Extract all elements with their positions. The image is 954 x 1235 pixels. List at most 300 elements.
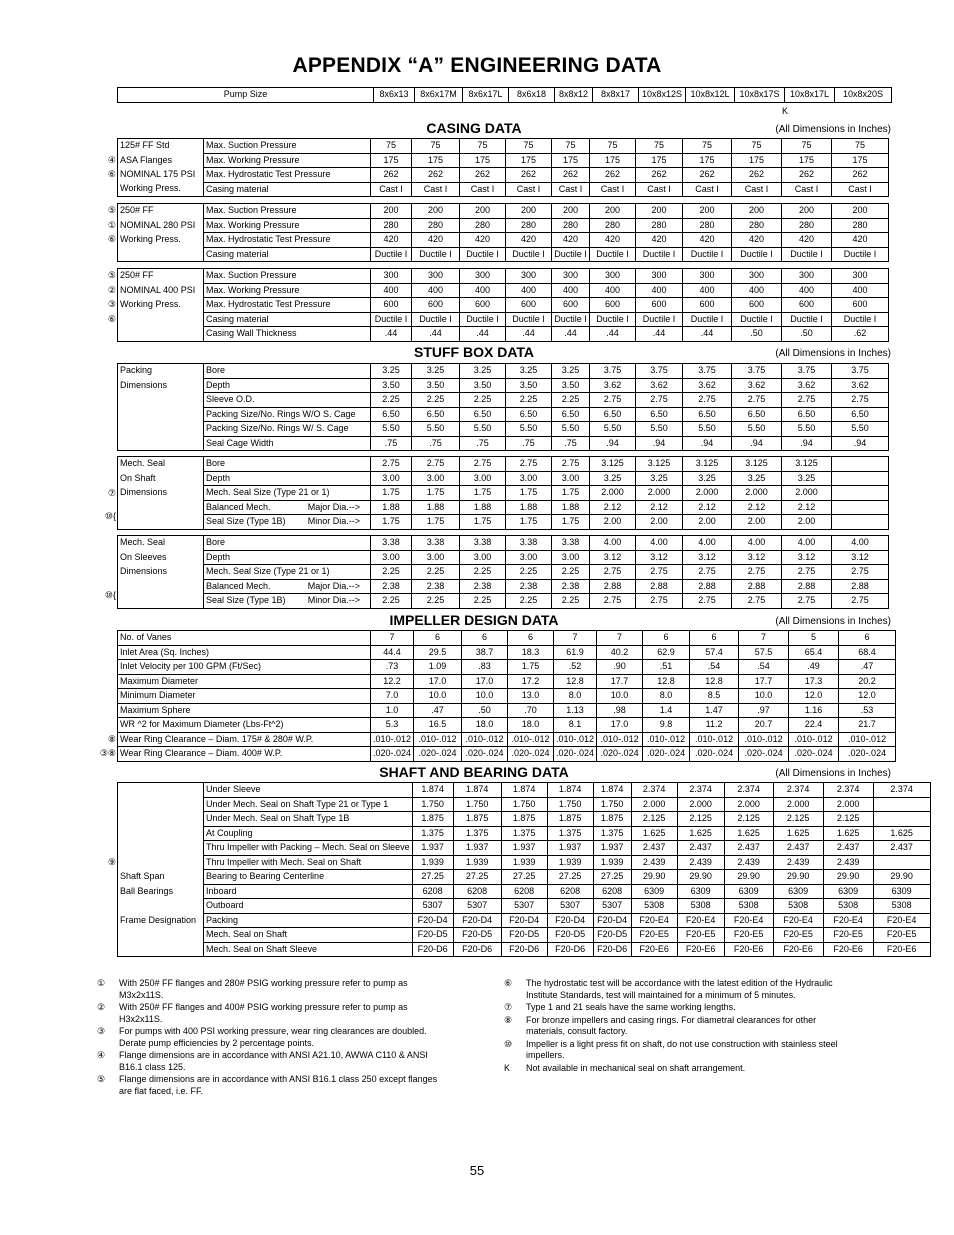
- value-cell: 3.125: [590, 457, 636, 472]
- group-label: [118, 855, 204, 870]
- table-row: [118, 797, 931, 812]
- value-cell: 6.50: [412, 407, 460, 422]
- value-cell: 600: [732, 298, 782, 313]
- row-label: Wear Ring Clearance – Diam. 175# & 280# W.P.: [118, 732, 371, 747]
- shaft-bearing-table: [117, 782, 931, 957]
- value-cell: 6.50: [506, 407, 552, 422]
- value-cell: 300: [636, 269, 683, 284]
- value-cell: .010-.012: [414, 732, 462, 747]
- value-cell: 27.25: [593, 870, 631, 885]
- footnote-marker: K: [504, 1062, 511, 1073]
- value-cell: 2.00: [636, 515, 683, 530]
- value-cell: 2.000: [732, 486, 782, 501]
- value-cell: F20-E4: [631, 913, 677, 928]
- table-row: [118, 855, 931, 870]
- value-cell: 3.50: [506, 378, 552, 393]
- value-cell: 2.88: [683, 579, 732, 594]
- value-cell: 2.000: [724, 797, 773, 812]
- value-cell: 2.439: [823, 855, 873, 870]
- value-cell: .94: [636, 436, 683, 451]
- row-label: Max. Hydrostatic Test Pressure: [204, 233, 371, 248]
- value-cell: 6.50: [732, 407, 782, 422]
- value-cell: 1.937: [412, 841, 453, 856]
- value-cell: F20-D5: [501, 928, 547, 943]
- pump-size-header: [117, 87, 892, 103]
- value-cell: 600: [371, 298, 412, 313]
- footnote-ref: ③: [107, 299, 116, 309]
- value-cell: 2.000: [823, 797, 873, 812]
- table-row: [118, 378, 889, 393]
- table-row: [118, 139, 889, 154]
- seal-size-label: Balanced Mech.: [206, 580, 271, 591]
- value-cell: 5.50: [552, 422, 590, 437]
- value-cell: .44: [412, 327, 460, 342]
- group-label: Ball Bearings: [118, 884, 204, 899]
- value-cell: 5308: [823, 899, 873, 914]
- value-cell: 280: [782, 218, 832, 233]
- pump-size-col-5: 8x8x17: [593, 88, 639, 103]
- value-cell: 12.8: [690, 674, 739, 689]
- value-cell: 6: [508, 631, 554, 646]
- value-cell: 2.000: [677, 797, 724, 812]
- stuff-box-table-0: [117, 363, 889, 451]
- pump-size-col-0: 8x6x13: [374, 88, 415, 103]
- table-row: [118, 870, 931, 885]
- value-cell: 29.90: [773, 870, 823, 885]
- value-cell: F20-E4: [724, 913, 773, 928]
- value-cell: 1.4: [643, 703, 690, 718]
- row-label: Mech. Seal Size (Type 21 or 1): [204, 565, 371, 580]
- value-cell: 3.00: [460, 471, 506, 486]
- value-cell: F20-E6: [773, 942, 823, 957]
- value-cell: 200: [832, 204, 889, 219]
- value-cell: 5.50: [832, 422, 889, 437]
- value-cell: 6.50: [636, 407, 683, 422]
- value-cell: 5307: [547, 899, 593, 914]
- value-cell: F20-D4: [501, 913, 547, 928]
- footnotes-left: [97, 978, 447, 1098]
- value-cell: 75: [732, 139, 782, 154]
- value-cell: 29.90: [823, 870, 873, 885]
- value-cell: Cast I: [460, 182, 506, 197]
- value-cell: 1.874: [547, 783, 593, 798]
- value-cell: 3.25: [782, 471, 832, 486]
- table-row: [118, 393, 889, 408]
- value-cell: 3.50: [552, 378, 590, 393]
- value-cell: 27.25: [501, 870, 547, 885]
- value-cell: 600: [506, 298, 552, 313]
- value-cell: 3.125: [782, 457, 832, 472]
- value-cell: 2.437: [773, 841, 823, 856]
- dimensions-note: (All Dimensions in Inches): [775, 348, 891, 359]
- footnote-ref: [70, 645, 116, 660]
- value-cell: F20-E5: [677, 928, 724, 943]
- group-label: 250# FF: [118, 269, 204, 284]
- value-cell: 3.25: [552, 364, 590, 379]
- group-label: Working Press.: [118, 182, 204, 197]
- footnote-ref: [70, 942, 116, 957]
- value-cell: 2.75: [636, 594, 683, 609]
- value-cell: Cast I: [732, 182, 782, 197]
- value-cell: .020-.024: [643, 747, 690, 762]
- row-label: Inlet Velocity per 100 GPM (Ft/Sec): [118, 660, 371, 675]
- value-cell: 3.12: [782, 550, 832, 565]
- value-cell: 400: [732, 283, 782, 298]
- value-cell: 1.875: [412, 812, 453, 827]
- value-cell: Ductile I: [412, 247, 460, 262]
- footnote-ref: [70, 717, 116, 732]
- value-cell: 7.0: [371, 689, 414, 704]
- value-cell: 10.0: [414, 689, 462, 704]
- value-cell: 2.374: [677, 783, 724, 798]
- value-cell: 1.75: [506, 515, 552, 530]
- value-cell: 2.000: [773, 797, 823, 812]
- value-cell: 1.88: [412, 500, 460, 515]
- group-label: Dimensions: [118, 378, 204, 393]
- footnote-marker: ③: [97, 1026, 106, 1036]
- row-label: Packing: [204, 913, 413, 928]
- value-cell: 5307: [501, 899, 547, 914]
- value-cell: 6.50: [590, 407, 636, 422]
- value-cell: 600: [636, 298, 683, 313]
- footnote-marker: ④: [97, 1050, 106, 1060]
- value-cell: .47: [839, 660, 896, 675]
- value-cell: 262: [371, 168, 412, 183]
- value-cell: 2.12: [732, 500, 782, 515]
- pump-size-col-6: 10x8x12S: [639, 88, 686, 103]
- pump-size-col-10: 10x8x20S: [835, 88, 892, 103]
- value-cell: 8.0: [554, 689, 597, 704]
- footnote-ref: [70, 840, 116, 855]
- value-cell: 2.12: [683, 500, 732, 515]
- value-cell: .52: [554, 660, 597, 675]
- value-cell: 2.25: [412, 594, 460, 609]
- value-cell: 8.0: [643, 689, 690, 704]
- value-cell: 5.50: [590, 422, 636, 437]
- value-cell: 1.937: [501, 841, 547, 856]
- value-cell: 2.75: [590, 594, 636, 609]
- group-label: [118, 407, 204, 422]
- value-cell: 1.75: [552, 515, 590, 530]
- value-cell: 2.75: [590, 565, 636, 580]
- row-label: Maximum Sphere: [118, 703, 371, 718]
- value-cell: 2.437: [631, 841, 677, 856]
- value-cell: [873, 797, 930, 812]
- value-cell: 3.00: [552, 471, 590, 486]
- value-cell: 6.50: [552, 407, 590, 422]
- value-cell: 75: [782, 139, 832, 154]
- value-cell: 3.00: [371, 550, 412, 565]
- value-cell: 400: [552, 283, 590, 298]
- value-cell: 40.2: [597, 645, 643, 660]
- value-cell: 3.50: [460, 378, 506, 393]
- table-row: [118, 218, 889, 233]
- footnote-ref: [70, 913, 116, 928]
- value-cell: 20.2: [839, 674, 896, 689]
- value-cell: 1.75: [508, 660, 554, 675]
- footnote-ref: [70, 659, 116, 674]
- value-cell: 1.625: [823, 826, 873, 841]
- footnote-text: Flange dimensions are in accordance with ANSI B16.1 class 250 except flanges are flat faced, i.e. FF.: [119, 1074, 438, 1096]
- value-cell: 2.000: [683, 486, 732, 501]
- value-cell: .50: [782, 327, 832, 342]
- value-cell: 5.50: [506, 422, 552, 437]
- value-cell: 3.38: [412, 536, 460, 551]
- value-cell: 300: [782, 269, 832, 284]
- row-label: Depth: [204, 471, 371, 486]
- value-cell: 6309: [873, 884, 930, 899]
- row-label: Mech. Seal on Shaft Sleeve: [204, 942, 413, 957]
- group-label: ASA Flanges: [118, 153, 204, 168]
- value-cell: .010-.012: [690, 732, 739, 747]
- value-cell: 400: [683, 283, 732, 298]
- pump-size-col-2: 8x6x17L: [463, 88, 509, 103]
- value-cell: 3.25: [371, 364, 412, 379]
- value-cell: 1.375: [547, 826, 593, 841]
- table-row: [118, 565, 889, 580]
- value-cell: F20-D6: [593, 942, 631, 957]
- value-cell: 300: [683, 269, 732, 284]
- pump-size-label: Pump Size: [118, 88, 374, 103]
- value-cell: 3.00: [506, 471, 552, 486]
- value-cell: [873, 812, 930, 827]
- value-cell: 2.439: [773, 855, 823, 870]
- value-cell: 5.50: [683, 422, 732, 437]
- value-cell: F20-E6: [873, 942, 930, 957]
- value-cell: 400: [590, 283, 636, 298]
- value-cell: 6309: [631, 884, 677, 899]
- value-cell: 3.25: [683, 471, 732, 486]
- value-cell: 1.13: [554, 703, 597, 718]
- value-cell: 3.00: [412, 550, 460, 565]
- value-cell: 175: [732, 153, 782, 168]
- mech-seal-shaft-brace-ref: ⑩{: [104, 511, 116, 521]
- mech-seal-shaft-ref: ⑦: [107, 488, 116, 498]
- value-cell: .020-.024: [414, 747, 462, 762]
- dimensions-note: (All Dimensions in Inches): [775, 124, 891, 135]
- footnote-ref: [70, 927, 116, 942]
- row-label: Max. Working Pressure: [204, 153, 371, 168]
- value-cell: 400: [460, 283, 506, 298]
- value-cell: 2.125: [823, 812, 873, 827]
- value-cell: 3.38: [460, 536, 506, 551]
- value-cell: 2.25: [371, 565, 412, 580]
- row-label: Inboard: [204, 884, 413, 899]
- value-cell: 2.88: [732, 579, 782, 594]
- value-cell: 1.88: [506, 500, 552, 515]
- value-cell: 2.88: [832, 579, 889, 594]
- row-label: Inlet Area (Sq. Inches): [118, 645, 371, 660]
- table-row: [118, 312, 889, 327]
- group-label: 125# FF Std: [118, 139, 204, 154]
- row-label: Max. Working Pressure: [204, 283, 371, 298]
- value-cell: 2.25: [506, 393, 552, 408]
- footnote-text: Type 1 and 21 seals have the same working lengths.: [526, 1002, 736, 1012]
- value-cell: 2.25: [506, 565, 552, 580]
- value-cell: .53: [839, 703, 896, 718]
- value-cell: 5308: [773, 899, 823, 914]
- value-cell: 300: [412, 269, 460, 284]
- table-row: [118, 631, 896, 646]
- footnote-ref: [70, 884, 116, 899]
- value-cell: 2.25: [552, 393, 590, 408]
- group-label: [118, 436, 204, 451]
- value-cell: 7: [554, 631, 597, 646]
- casing-footnote-refs-0: [70, 138, 116, 196]
- value-cell: 2.25: [552, 565, 590, 580]
- value-cell: Ductile I: [732, 312, 782, 327]
- value-cell: 3.25: [506, 364, 552, 379]
- table-row: [118, 269, 889, 284]
- value-cell: F20-D6: [453, 942, 501, 957]
- row-label: Max. Suction Pressure: [204, 139, 371, 154]
- value-cell: 6.50: [371, 407, 412, 422]
- value-cell: 75: [683, 139, 732, 154]
- table-row: [118, 298, 889, 313]
- value-cell: 2.25: [460, 594, 506, 609]
- value-cell: 280: [371, 218, 412, 233]
- row-label: Casing material: [204, 182, 371, 197]
- value-cell: 5307: [453, 899, 501, 914]
- footnote-ref: [70, 688, 116, 703]
- row-label: Wear Ring Clearance – Diam. 400# W.P.: [118, 747, 371, 762]
- value-cell: 1.937: [453, 841, 501, 856]
- table-row: [118, 407, 889, 422]
- group-label: Dimensions: [118, 486, 204, 501]
- value-cell: 5.50: [460, 422, 506, 437]
- value-cell: 75: [590, 139, 636, 154]
- value-cell: 5.50: [732, 422, 782, 437]
- dimensions-note: (All Dimensions in Inches): [775, 616, 891, 627]
- value-cell: 2.12: [636, 500, 683, 515]
- dia-label: Minor Dia.-->: [307, 516, 360, 526]
- value-cell: .020-.024: [508, 747, 554, 762]
- footnote-marker: ②: [97, 1002, 106, 1012]
- group-label: [118, 594, 204, 609]
- group-label: [118, 393, 204, 408]
- value-cell: 2.25: [371, 393, 412, 408]
- value-cell: F20-E6: [724, 942, 773, 957]
- table-row: [118, 436, 889, 451]
- group-label: [118, 515, 204, 530]
- value-cell: 2.125: [724, 812, 773, 827]
- row-label: Packing Size/No. Rings W/O S. Cage: [204, 407, 371, 422]
- value-cell: 3.75: [636, 364, 683, 379]
- value-cell: 262: [732, 168, 782, 183]
- value-cell: 10.0: [739, 689, 789, 704]
- value-cell: [832, 471, 889, 486]
- value-cell: 2.437: [873, 841, 930, 856]
- value-cell: .98: [597, 703, 643, 718]
- value-cell: 300: [371, 269, 412, 284]
- value-cell: 2.88: [590, 579, 636, 594]
- value-cell: 2.75: [683, 565, 732, 580]
- value-cell: .020-.024: [739, 747, 789, 762]
- value-cell: 5308: [677, 899, 724, 914]
- group-label: [118, 928, 204, 943]
- value-cell: 2.75: [832, 393, 889, 408]
- value-cell: 262: [412, 168, 460, 183]
- value-cell: 3.62: [732, 378, 782, 393]
- group-label: [118, 422, 204, 437]
- value-cell: 6208: [501, 884, 547, 899]
- value-cell: 1.375: [412, 826, 453, 841]
- table-row: [118, 327, 889, 342]
- group-label: [118, 247, 204, 262]
- footnotes-right: [504, 978, 844, 1075]
- group-label: Mech. Seal: [118, 536, 204, 551]
- value-cell: 21.7: [839, 718, 896, 733]
- value-cell: 600: [552, 298, 590, 313]
- footnote-marker: ⑧: [504, 1014, 513, 1025]
- value-cell: 1.75: [412, 515, 460, 530]
- value-cell: 6: [839, 631, 896, 646]
- impeller-design-data-header: [117, 612, 891, 628]
- value-cell: .44: [506, 327, 552, 342]
- value-cell: .010-.012: [554, 732, 597, 747]
- row-label: Bore: [204, 364, 371, 379]
- value-cell: .020-.024: [597, 747, 643, 762]
- row-label: Minimum Diameter: [118, 689, 371, 704]
- table-row: [118, 594, 889, 609]
- value-cell: 1.375: [453, 826, 501, 841]
- group-label: [118, 797, 204, 812]
- value-cell: 4.00: [683, 536, 732, 551]
- value-cell: 4.00: [636, 536, 683, 551]
- value-cell: 2.88: [782, 579, 832, 594]
- value-cell: 1.874: [412, 783, 453, 798]
- value-cell: Ductile I: [506, 247, 552, 262]
- footnote: [504, 1015, 844, 1038]
- value-cell: .020-.024: [462, 747, 508, 762]
- value-cell: 280: [636, 218, 683, 233]
- value-cell: 3.00: [506, 550, 552, 565]
- footnote: [97, 1026, 447, 1049]
- value-cell: 2.38: [460, 579, 506, 594]
- group-label: [118, 327, 204, 342]
- value-cell: F20-D6: [547, 942, 593, 957]
- footnote-ref: [70, 782, 116, 797]
- value-cell: Cast I: [636, 182, 683, 197]
- value-cell: .44: [460, 327, 506, 342]
- value-cell: 4.00: [732, 536, 782, 551]
- value-cell: .010-.012: [739, 732, 789, 747]
- footnote-marker: ⑥: [504, 978, 513, 988]
- value-cell: 6309: [773, 884, 823, 899]
- group-label: Working Press.: [118, 298, 204, 313]
- value-cell: 420: [832, 233, 889, 248]
- value-cell: F20-D6: [412, 942, 453, 957]
- value-cell: 1.75: [460, 486, 506, 501]
- value-cell: 1.750: [547, 797, 593, 812]
- dia-label: Minor Dia.-->: [307, 595, 360, 605]
- value-cell: 2.25: [412, 393, 460, 408]
- value-cell: 1.625: [724, 826, 773, 841]
- value-cell: 7: [739, 631, 789, 646]
- value-cell: 27.25: [412, 870, 453, 885]
- value-cell: .75: [506, 436, 552, 451]
- value-cell: .010-.012: [789, 732, 839, 747]
- value-cell: 68.4: [839, 645, 896, 660]
- value-cell: Ductile I: [832, 247, 889, 262]
- mech-seal-sleeve-brace-ref: ⑩{: [104, 590, 116, 600]
- row-label: Max. Working Pressure: [204, 218, 371, 233]
- value-cell: 400: [832, 283, 889, 298]
- value-cell: F20-D5: [453, 928, 501, 943]
- value-cell: Ductile I: [552, 312, 590, 327]
- value-cell: .70: [508, 703, 554, 718]
- value-cell: 3.12: [683, 550, 732, 565]
